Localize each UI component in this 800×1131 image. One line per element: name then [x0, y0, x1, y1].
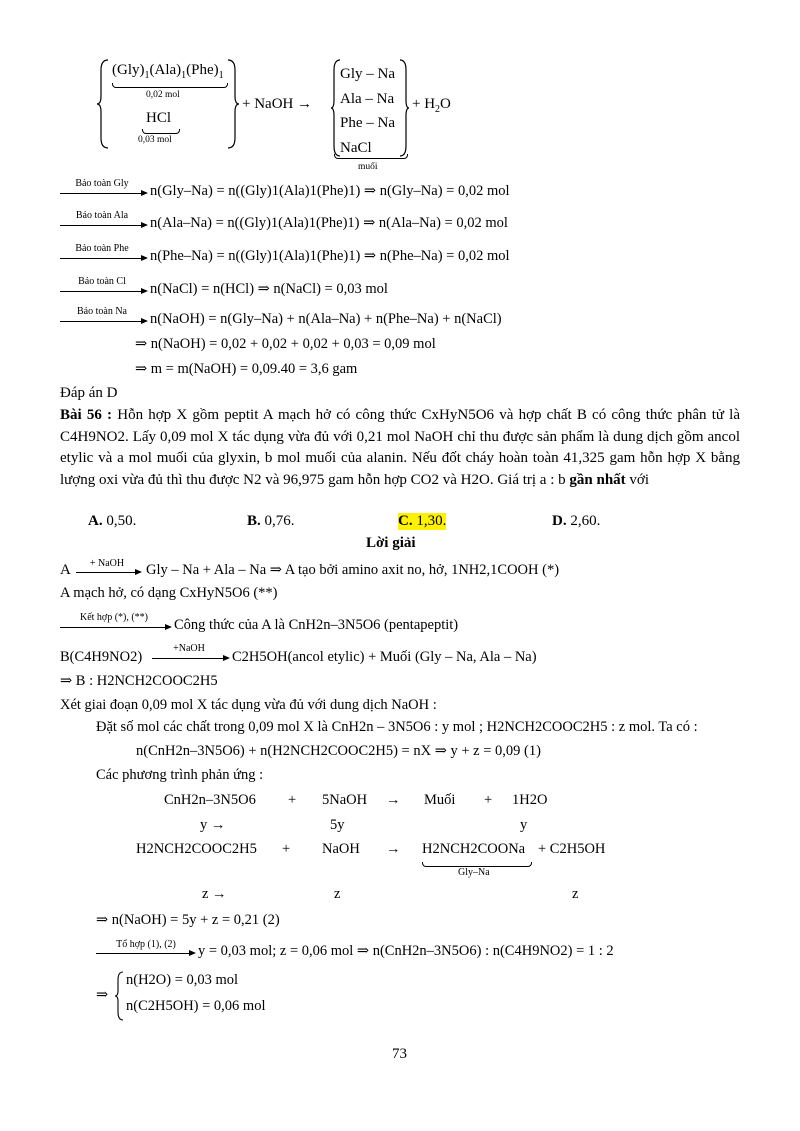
arrow-label-naoh-2: +NaOH	[173, 643, 205, 654]
hcl-formula: HCl	[146, 110, 172, 126]
conservation-cl: n(NaCl) = n(HCl) ⇒ n(NaCl) = 0,03 mol	[150, 281, 388, 297]
arrow	[76, 572, 140, 573]
problem-title: Bài 56 :	[60, 407, 113, 423]
arrow	[60, 225, 146, 226]
arrow	[152, 658, 228, 659]
solution-line-4b: C2H5OH(ancol etylic) + Muối (Gly – Na, Ala – Na)	[232, 649, 537, 665]
arrow	[60, 627, 170, 628]
product-gly-na: Gly – Na	[340, 66, 395, 82]
peptide-formula: $(Gly)_1(Ala)_1(Phe)_1$	[112, 62, 224, 81]
product-nacl: NaCl	[340, 139, 372, 156]
hcl-underbrace	[142, 129, 180, 134]
reaction-2-naoh: NaOH	[322, 841, 360, 857]
solution-line-8: n(CnH2n–3N5O6) + n(H2NCH2COOC2H5) = nX ⇒ y + z = 0,09 (1)	[136, 743, 541, 759]
option-d[interactable]: D. 2,60.	[552, 513, 601, 529]
conservation-na: n(NaOH) = n(Gly–Na) + n(Ala–Na) + n(Phe–Na) + n(NaCl)	[150, 311, 502, 327]
reaction-1-salt: Muối	[424, 792, 456, 808]
solution-line-4a: B(C4H9NO2)	[60, 649, 143, 665]
result-brace	[114, 970, 124, 1022]
conservation-label-cl: Bảo toàn Cl	[78, 276, 126, 287]
conservation-label-na: Bảo toàn Na	[77, 306, 127, 317]
solution-line-5: ⇒ B : H2NCH2COOC2H5	[60, 673, 218, 689]
conservation-label-phe: Bảo toàn Phe	[75, 243, 129, 254]
plus-naoh: + NaOH →	[242, 96, 313, 112]
arrow	[60, 291, 146, 292]
arrow-label-naoh: + NaOH	[89, 558, 125, 569]
reaction-1-reactant: CnH2n–3N5O6	[164, 792, 256, 808]
products-label: muối	[358, 162, 378, 172]
solution-line-6: Xét giai đoạn 0,09 mol X tác dụng vừa đủ với dung dịch NaOH :	[60, 697, 437, 713]
option-a[interactable]: A. 0,50.	[88, 513, 137, 529]
reaction-2-ethanol: + C2H5OH	[538, 841, 606, 857]
option-b[interactable]: B. 0,76.	[247, 513, 295, 529]
arrow	[60, 321, 146, 322]
products-underbrace	[334, 154, 408, 159]
mass-result: ⇒ m = m(NaOH) = 0,09.40 = 3,6 gam	[135, 361, 358, 377]
salt-label: Gly–Na	[458, 867, 490, 878]
problem-text: Hỗn hợp X gồm peptit A mạch hở có công thức CxHyN5O6 và hợp chất B có công thức phân tử là C4H9NO2. Lấy 0,09 mol X tác dụng vừa đủ với 0,21 mol NaOH chỉ thu được sản phẩm là dung dịch gồm ancol etylic và a mol muối của glyxin, b mol muối của alanin. Nếu đốt cháy hoàn toàn 41,325 gam hỗn hợp X bằng lượng oxi vừa đủ thì thu được N2 và 96,975 gam hỗn hợp CO2 và H2O. Giá trị a : b	[60, 407, 741, 488]
problem-bold: gần nhất	[569, 471, 626, 488]
arrow-label-combine-2: Tổ hợp (1), (2)	[116, 939, 176, 950]
solution-line-1a: A	[60, 562, 71, 578]
naoh-sum: ⇒ n(NaOH) = 0,02 + 0,02 + 0,02 + 0,03 = 0,09 mol	[135, 336, 436, 352]
right-brace	[226, 58, 240, 150]
hcl-mol: 0,03 mol	[138, 135, 172, 145]
products-list	[340, 62, 395, 160]
peptide-mol: 0,02 mol	[146, 90, 180, 100]
result-water: n(H2O) = 0,03 mol	[126, 972, 239, 988]
product-phe-na: Phe – Na	[340, 115, 395, 131]
arrow-label-combine: Kết hợp (*), (**)	[79, 612, 149, 623]
arrow	[60, 193, 146, 194]
reaction-1-water: 1H2O	[512, 792, 548, 808]
peptide-underbrace	[112, 83, 228, 88]
left-brace	[96, 58, 110, 150]
solution-line-9: Các phương trình phản ứng :	[96, 767, 264, 783]
conservation-label-ala: Bảo toàn Ala	[75, 210, 129, 221]
problem-statement: Bài 56 : Hỗn hợp X gồm peptit A mạch hở có công thức CxHyN5O6 và hợp chất B có công thức phân tử là C4H9NO2. Lấy 0,09 mol X tác dụng vừa đủ với 0,21 mol NaOH chỉ thu được sản phẩm là dung dịch gồm ancol etylic và a mol muối của glyxin, b mol muối của alanin. Nếu đốt cháy hoàn toàn 41,325 gam hỗn hợp X bằng lượng oxi vừa đủ thì thu được N2 và 96,975 gam hỗn hợp CO2 và H2O. Giá trị a : b gần nhất với	[60, 407, 741, 488]
arrow	[96, 953, 194, 954]
reaction-2-reactant: H2NCH2COOC2H5	[136, 841, 257, 857]
previous-answer: Đáp án D	[60, 385, 118, 401]
solution-line-11: y = 0,03 mol; z = 0,06 mol ⇒ n(CnH2n–3N5O6) : n(C4H9NO2) = 1 : 2	[198, 943, 614, 959]
product-ala-na: Ala – Na	[340, 90, 395, 107]
option-c[interactable]: C. 1,30.	[398, 513, 447, 529]
conservation-phe: n(Phe–Na) = n((Gly)1(Ala)1(Phe)1) ⇒ n(Phe–Na) = 0,02 mol	[150, 248, 510, 264]
solution-line-10: ⇒ n(NaOH) = 5y + z = 0,21 (2)	[96, 912, 280, 928]
solution-title: Lời giải	[366, 535, 416, 551]
arrow	[60, 258, 146, 259]
conservation-label-gly: Bảo toàn Gly	[75, 178, 129, 189]
solution-line-7: Đặt số mol các chất trong 0,09 mol X là CnH2n – 3N5O6 : y mol ; H2NCH2COOC2H5 : z mol. Ta có :	[96, 719, 698, 735]
result-ethanol: n(C2H5OH) = 0,06 mol	[126, 998, 266, 1014]
plus-water: + $H_2O$	[412, 96, 451, 115]
document-page: $(Gly)_1(Ala)_1(Phe)_1$ 0,02 mol HCl 0,03 mol + NaOH → Gly – Na Ala – Na Phe – Na NaCl muối + $H_2O$ Bảo toàn Gly n(Gly–Na) = n((Gly)1(Ala)1(Phe)1) ⇒ n(Gly–Na) = 0,02 mol Bảo toàn Ala n(Ala–Na) = n((Gly)1(Ala)1(Phe)1) ⇒ n(Ala–Na) = 0,02 mol Bảo toàn Phe n(Phe–Na) = n((Gly)1(Ala)1(Phe)1) ⇒ n(Phe–Na) = 0,02 mol Bảo toàn Cl n(NaCl) = n(HCl) ⇒ n(NaCl) = 0,03 mol Bảo toàn Na n(NaOH) = n(Gly–Na) + n(Ala–Na) + n(Phe–Na) + n(NaCl) ⇒ n(NaOH) = 0,02 + 0,02 + 0,02 + 0,03 = 0,09 mol ⇒ m = m(NaOH) = 0,09.40 = 3,6 gam Đáp án D Bài 56 : Hỗn hợp X gồm peptit A mạch hở có công thức CxHyN5O6 và hợp chất B có công thức phân tử là C4H9NO2. Lấy 0,09 mol X tác dụng vừa đủ với 0,21 mol NaOH chỉ thu được sản phẩm là dung dịch gồm ancol etylic và a mol muối của glyxin, b mol muối của alanin. Nếu đốt cháy hoàn toàn 41,325 gam hỗn hợp X bằng lượng oxi vừa đủ thì thu được N2 và 96,975 gam hỗn hợp CO2 và H2O. Giá trị a : b gần nhất với A. 0,50. B. 0,76. C. 1,30. D. 2,60. Lời giải A + NaOH Gly – Na + Ala – Na ⇒ A tạo bởi amino axit no, hở, 1NH2,1COOH (*) A mạch hở, có dạng CxHyN5O6 (**) Kết hợp (*), (**) Công thức của A là CnH2n–3N5O6 (pentapeptit) B(C4H9NO2) +NaOH C2H5OH(ancol etylic) + Muối (Gly – Na, Ala – Na) ⇒ B : H2NCH2COOC2H5 Xét giai đoạn 0,09 mol X tác dụng vừa đủ với dung dịch NaOH : Đặt số mol các chất trong 0,09 mol X là CnH2n – 3N5O6 : y mol ; H2NCH2COOC2H5 : z mol. Ta có : n(CnH2n–3N5O6) + n(H2NCH2COOC2H5) = nX ⇒ y + z = 0,09 (1) Các phương trình phản ứng : CnH2n–3N5O6 + 5NaOH → Muối + 1H2O y → 5y y H2NCH2COOC2H5 + NaOH → H2NCH2COONa Gly–Na + C2H5OH z → z z ⇒ n(NaOH) = 5y + z = 0,21 (2) Tổ hợp (1), (2) y = 0,03 mol; z = 0,06 mol ⇒ n(CnH2n–3N5O6) : n(C4H9NO2) = 1 : 2 ⇒ n(H2O) = 0,03 mol n(C2H5OH) = 0,06 mol 73	[0, 0, 800, 1131]
conservation-ala: n(Ala–Na) = n((Gly)1(Ala)1(Phe)1) ⇒ n(Ala–Na) = 0,02 mol	[150, 215, 508, 231]
solution-line-2: A mạch hở, có dạng CxHyN5O6 (**)	[60, 585, 278, 601]
products-right-brace	[398, 58, 410, 158]
solution-line-1b: Gly – Na + Ala – Na ⇒ A tạo bởi amino axit no, hở, 1NH2,1COOH (*)	[146, 562, 560, 578]
page-number: 73	[392, 1046, 407, 1062]
reaction-1-naoh: 5NaOH	[322, 792, 368, 808]
reaction-2-salt: H2NCH2COONa	[422, 841, 526, 857]
conservation-gly: n(Gly–Na) = n((Gly)1(Ala)1(Phe)1) ⇒ n(Gly–Na) = 0,02 mol	[150, 183, 510, 199]
solution-line-3: Công thức của A là CnH2n–3N5O6 (pentapeptit)	[174, 617, 459, 633]
